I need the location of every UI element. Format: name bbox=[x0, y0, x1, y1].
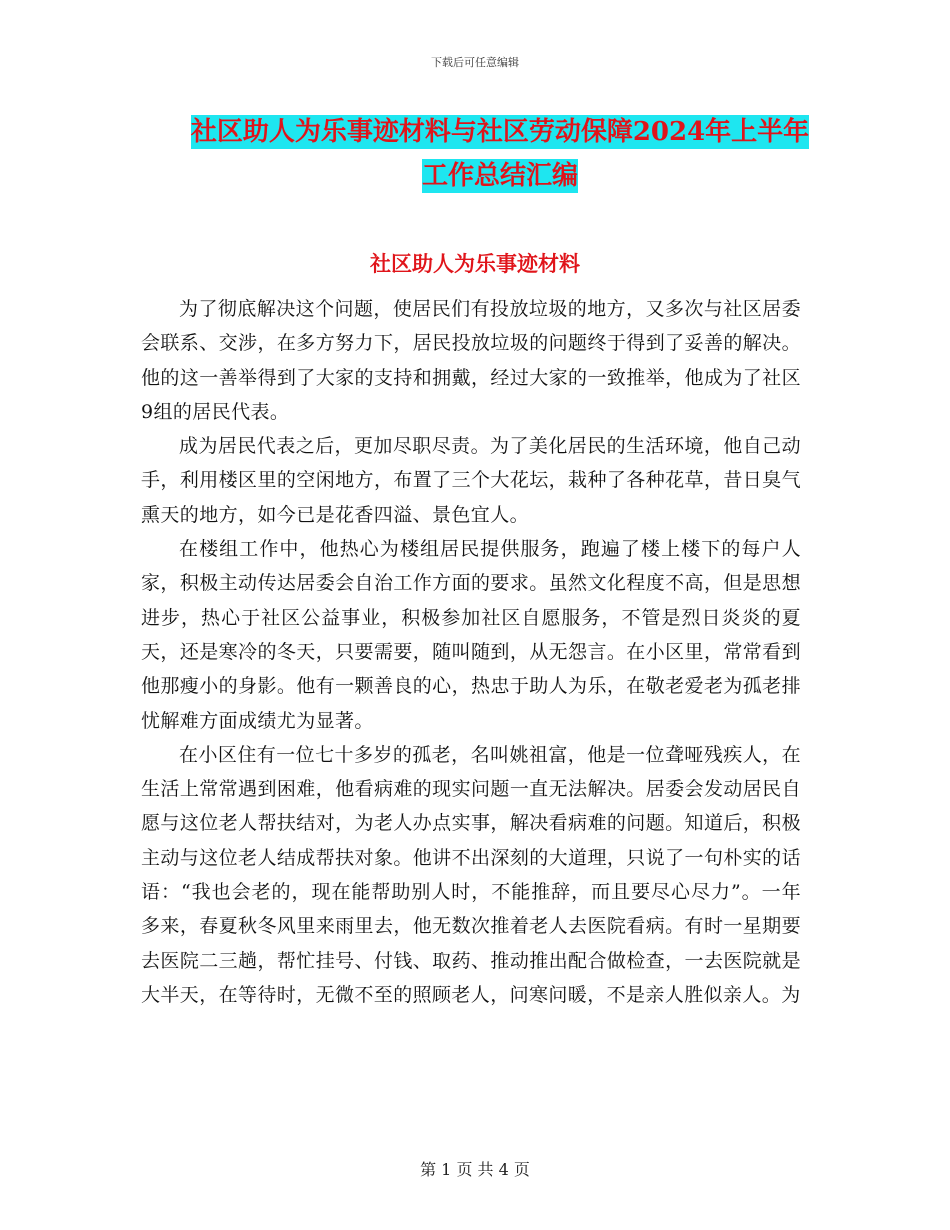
document-title bbox=[140, 110, 860, 198]
document-title-line-1: 社区助人为乐事迹材料与社区劳动保障2024年上半年 bbox=[190, 117, 810, 147]
paragraph: 在楼组工作中，他热心为楼组居民提供服务，跑遍了楼上楼下的每户人家，积极主动传达居委会自治工作方面的要求。虽然文化程度不高，但是思想进步，热心于社区公益事业，积极参加社区自愿服务，不管是烈日炎炎的夏天，还是寒冷的冬天，只要需要，随叫随到，从无怨言。在小区里，常常看到他那瘦小的身影。他有一颗善良的心，热忠于助人为乐，在敬老爱老为孤老排忧解难方面成绩尤为显著。 bbox=[141, 538, 801, 732]
page-number-footer: 第 1 页 共 4 页 bbox=[420, 1160, 530, 1179]
paragraph: 为了彻底解决这个问题，使居民们有投放垃圾的地方，又多次与社区居委会联系、交涉，在多方努力下，居民投放垃圾的问题终于得到了妥善的解决。他的这一善举得到了大家的支持和拥戴，经过大家的一致推举，他成为了社区9组的居民代表。 bbox=[141, 298, 801, 423]
document-title-line-2: 工作总结汇编 bbox=[421, 161, 578, 191]
paragraph: 在小区住有一位七十多岁的孤老，名叫姚祖富，他是一位聋哑残疾人，在生活上常常遇到困难，他看病难的现实问题一直无法解决。居委会发动居民自愿与这位老人帮扶结对，为老人办点实事，解决看病难的问题。知道后，积极主动与这位老人结成帮扶对象。他讲不出深刻的大道理，只说了一句朴实的话语：“我也会老的，现在能帮助别人时，不能推辞，而且要尽心尽力”。一年多来，春夏秋冬风里来雨里去，他无数次推着老人去医院看病。有时一星期要去医院二三趟，帮忙挂号、付钱、取药、推动推出配合做检查，一去医院就是大半天，在等待时，无微不至的照顾老人，问寒问暖，不是亲人胜似亲人。为 bbox=[141, 743, 801, 1006]
section-heading: 社区助人为乐事迹材料 bbox=[370, 251, 580, 276]
paragraph: 成为居民代表之后，更加尽职尽责。为了美化居民的生活环境，他自己动手，利用楼区里的空闲地方，布置了三个大花坛，栽种了各种花草，昔日臭气熏天的地方，如今已是花香四溢、景色宜人。 bbox=[141, 435, 801, 526]
header-note: 下载后可任意编辑 bbox=[431, 56, 519, 69]
body-text bbox=[141, 292, 801, 1012]
